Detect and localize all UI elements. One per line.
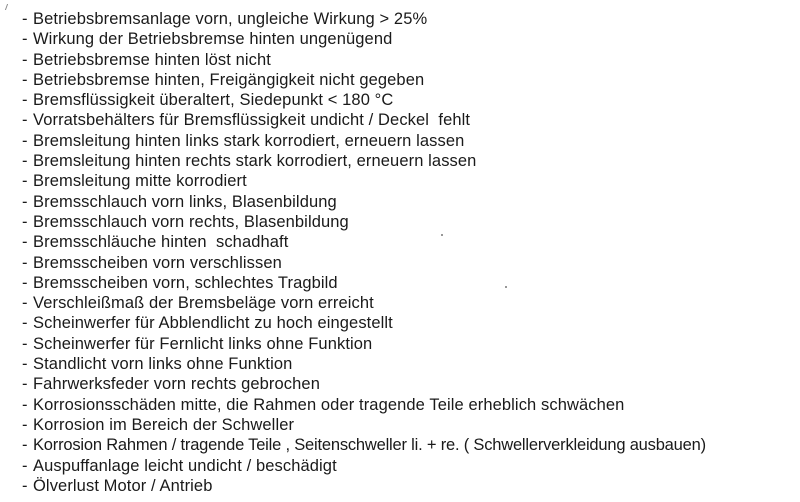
defect-text: Bremsscheiben vorn verschlissen	[33, 253, 282, 272]
defect-item	[22, 50, 706, 70]
defect-item	[22, 110, 706, 130]
defect-text: Standlicht vorn links ohne Funktion	[33, 355, 293, 374]
list-dash: -	[22, 456, 28, 475]
defect-text: Scheinwerfer für Abblendlicht zu hoch eingestellt	[33, 314, 393, 333]
list-dash: -	[22, 415, 28, 434]
defect-text: Verschleißmaß der Bremsbeläge vorn erreicht	[33, 294, 374, 313]
defect-item	[22, 212, 706, 232]
defect-text: Betriebsbremse hinten löst nicht	[33, 50, 271, 69]
list-dash: -	[22, 152, 28, 171]
list-dash: -	[22, 436, 28, 455]
defect-item	[22, 293, 706, 313]
defect-item	[22, 131, 706, 151]
defect-text: Korrosion Rahmen / tragende Teile , Seitenschweller li. + re. ( Schwellerverkleidung ausbauen)	[33, 436, 706, 455]
defect-text: Scheinwerfer für Fernlicht links ohne Funktion	[33, 334, 373, 353]
defect-item	[22, 253, 706, 273]
list-dash: -	[22, 395, 28, 414]
defect-item	[22, 374, 706, 394]
defect-text: Bremsschlauch vorn rechts, Blasenbildung	[33, 212, 349, 231]
defect-item	[22, 151, 706, 171]
defect-text: Bremsschlauch vorn links, Blasenbildung	[33, 192, 337, 211]
list-dash: -	[22, 273, 28, 292]
defect-item	[22, 313, 706, 333]
defect-item	[22, 192, 706, 212]
defect-item	[22, 354, 706, 374]
defect-text: Bremsflüssigkeit überaltert, Siedepunkt < 180 °C	[33, 91, 394, 110]
list-dash: -	[22, 334, 28, 353]
defect-item	[22, 435, 706, 455]
defect-text: Fahrwerksfeder vorn rechts gebrochen	[33, 375, 320, 394]
defect-text: Bremsscheiben vorn, schlechtes Tragbild	[33, 273, 338, 292]
defect-item	[22, 273, 706, 293]
list-dash: -	[22, 172, 28, 191]
defect-text: Betriebsbremse hinten, Freigängigkeit nicht gegeben	[33, 70, 425, 89]
defect-item	[22, 476, 706, 496]
defect-text: Bremsschläuche hinten schadhaft	[33, 233, 289, 252]
defect-item	[22, 232, 706, 252]
defect-list	[22, 9, 706, 496]
defect-text: Ölverlust Motor / Antrieb	[33, 476, 213, 495]
defect-item	[22, 90, 706, 110]
defect-item	[22, 415, 706, 435]
list-dash: -	[22, 212, 28, 231]
scan-corner-mark	[5, 4, 12, 10]
defect-item	[22, 171, 706, 191]
list-dash: -	[22, 476, 28, 495]
list-dash: -	[22, 294, 28, 313]
defect-item	[22, 9, 706, 29]
list-dash: -	[22, 355, 28, 374]
defect-text: Korrosion im Bereich der Schweller	[33, 415, 295, 434]
list-dash: -	[22, 233, 28, 252]
list-dash: -	[22, 111, 28, 130]
defect-text: Vorratsbehälters für Bremsflüssigkeit undicht / Deckel fehlt	[33, 111, 471, 130]
list-dash: -	[22, 70, 28, 89]
list-dash: -	[22, 314, 28, 333]
defect-text: Wirkung der Betriebsbremse hinten ungenügend	[33, 30, 393, 49]
defect-text: Bremsleitung hinten links stark korrodiert, erneuern lassen	[33, 131, 465, 150]
defect-item	[22, 70, 706, 90]
defect-item	[22, 334, 706, 354]
defect-text: Auspuffanlage leicht undicht / beschädigt	[33, 456, 337, 475]
list-dash: -	[22, 30, 28, 49]
defect-text: Bremsleitung mitte korrodiert	[33, 172, 247, 191]
defect-text: Betriebsbremsanlage vorn, ungleiche Wirkung > 25%	[33, 10, 428, 28]
defect-text: Korrosionsschäden mitte, die Rahmen oder tragende Teile erheblich schwächen	[33, 395, 625, 414]
defect-item	[22, 456, 706, 476]
list-dash: -	[22, 375, 28, 394]
list-dash: -	[22, 192, 28, 211]
defect-text: Bremsleitung hinten rechts stark korrodiert, erneuern lassen	[33, 152, 477, 171]
list-dash: -	[22, 131, 28, 150]
list-dash: -	[22, 91, 28, 110]
list-dash: -	[22, 50, 28, 69]
defect-item	[22, 395, 706, 415]
list-dash: -	[22, 253, 28, 272]
list-dash: -	[22, 10, 28, 28]
defect-item	[22, 29, 706, 49]
